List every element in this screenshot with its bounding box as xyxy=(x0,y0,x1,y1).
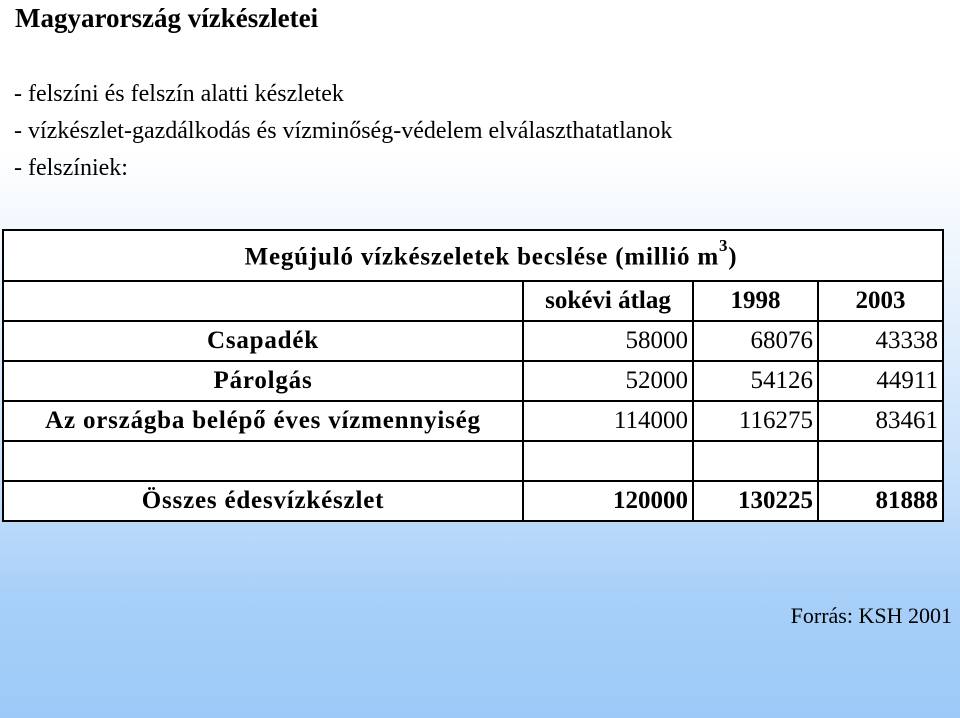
spacer-cell xyxy=(523,441,693,481)
row-label: Csapadék xyxy=(3,321,523,361)
table-caption-text: Megújuló vízkészeletek becslése (millió m xyxy=(244,243,719,271)
cell-value: 43338 xyxy=(818,321,943,361)
cell-value: 83461 xyxy=(818,401,943,441)
table-row xyxy=(3,361,943,401)
row-label: Párolgás xyxy=(3,361,523,401)
table-caption xyxy=(3,230,943,281)
bullet-item: - felszíni és felszín alatti készletek xyxy=(14,81,344,107)
bullet-item: - felszíniek: xyxy=(14,155,128,181)
water-resources-table xyxy=(2,229,944,522)
spacer-cell xyxy=(818,441,943,481)
table-spacer-row xyxy=(3,441,943,481)
cell-value: 54126 xyxy=(693,361,818,401)
header-cell-empty xyxy=(3,281,523,321)
source-note: Forrás: KSH 2001 xyxy=(790,603,952,628)
cell-value: 116275 xyxy=(693,401,818,441)
row-label: Az országba belépő éves vízmennyiség xyxy=(3,401,523,441)
header-cell-average: sokévi átlag xyxy=(523,281,693,321)
cell-value: 44911 xyxy=(818,361,943,401)
bullet-list xyxy=(14,76,672,187)
table-header-row xyxy=(3,281,943,321)
spacer-cell xyxy=(3,441,523,481)
spacer-cell xyxy=(693,441,818,481)
table-total-row xyxy=(3,481,943,521)
header-cell-2003: 2003 xyxy=(818,281,943,321)
total-value: 81888 xyxy=(818,481,943,521)
header-cell-1998: 1998 xyxy=(693,281,818,321)
table-caption-sup: 3 xyxy=(718,235,729,255)
cell-value: 114000 xyxy=(523,401,693,441)
total-label: Összes édesvízkészlet xyxy=(3,481,523,521)
cell-value: 58000 xyxy=(523,321,693,361)
page-title: Magyarország vízkészletei xyxy=(15,3,319,33)
table-caption-end: ) xyxy=(728,243,738,271)
cell-value: 52000 xyxy=(523,361,693,401)
cell-value: 68076 xyxy=(693,321,818,361)
bullet-item: - vízkészlet-gazdálkodás és vízminőség-védelem elválaszthatatlanok xyxy=(14,118,673,144)
total-value: 120000 xyxy=(523,481,693,521)
table-row xyxy=(3,401,943,441)
total-value: 130225 xyxy=(693,481,818,521)
table-row xyxy=(3,321,943,361)
